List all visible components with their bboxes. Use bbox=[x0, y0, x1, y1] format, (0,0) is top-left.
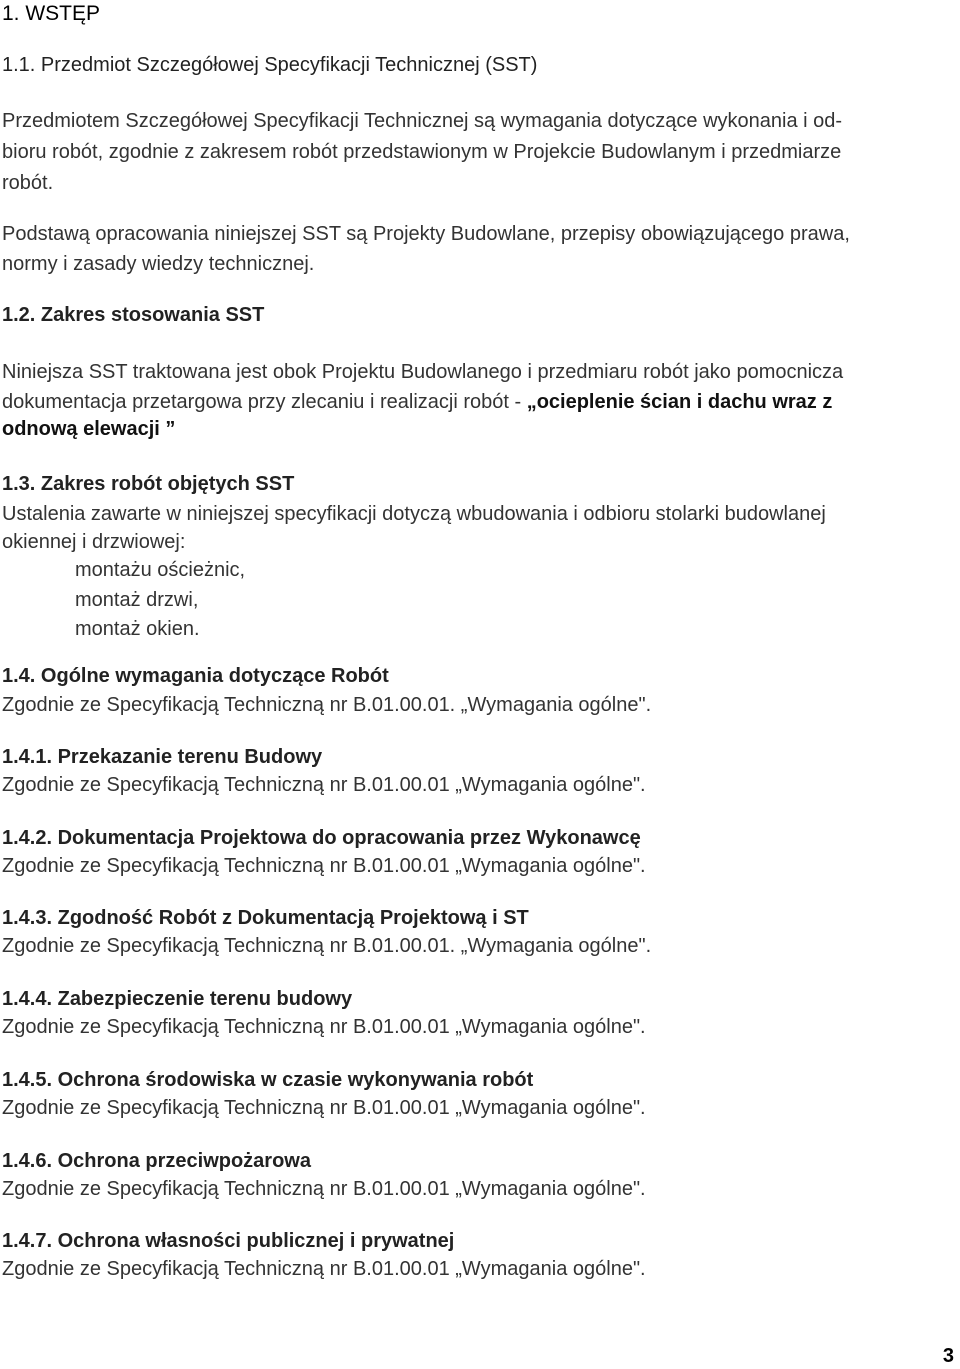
section-1-4-7-text: Zgodnie ze Specyfikacją Techniczną nr B.01.00.01 „Wymagania ogólne". bbox=[2, 1258, 646, 1280]
s1-3-line1: Ustalenia zawarte w niniejszej specyfikacji dotyczą wbudowania i odbioru stolarki budowlanej bbox=[2, 503, 826, 525]
section-1-4-3-title: 1.4.3. Zgodność Robót z Dokumentacją Projektową i ST bbox=[2, 907, 529, 929]
s1-1-p1-line3: robót. bbox=[2, 172, 54, 194]
section-1-4-5-text: Zgodnie ze Specyfikacją Techniczną nr B.01.00.01 „Wymagania ogólne". bbox=[2, 1097, 646, 1119]
s1-2-line3-bold: odnową elewacji ” bbox=[2, 418, 176, 440]
s1-2-line2-normal: dokumentacja przetargowa przy zlecaniu i realizacji robót - bbox=[2, 391, 527, 413]
section-1-3-title: 1.3. Zakres robót objętych SST bbox=[2, 473, 295, 495]
s1-2-line2 bbox=[2, 390, 832, 414]
heading-wstep: 1. WSTĘP bbox=[2, 2, 101, 25]
s1-1-p1-line2: bioru robót, zgodnie z zakresem robót przedstawionym w Projekcie Budowlanym i przedmiarze bbox=[2, 141, 842, 163]
page-number: 3 bbox=[942, 1345, 954, 1367]
s1-1-p2-line2: normy i zasady wiedzy technicznej. bbox=[2, 253, 315, 275]
section-1-4-6-text: Zgodnie ze Specyfikacją Techniczną nr B.01.00.01 „Wymagania ogólne". bbox=[2, 1178, 646, 1200]
s1-1-p1-line1: Przedmiotem Szczegółowej Specyfikacji Technicznej są wymagania dotyczące wykonania i od- bbox=[2, 110, 843, 132]
section-1-2-title: 1.2. Zakres stosowania SST bbox=[2, 304, 265, 326]
section-1-4-2-title: 1.4.2. Dokumentacja Projektowa do opracowania przez Wykonawcę bbox=[2, 827, 641, 849]
section-1-4-2-text: Zgodnie ze Specyfikacją Techniczną nr B.01.00.01 „Wymagania ogólne". bbox=[2, 855, 646, 877]
section-1-4-4-title: 1.4.4. Zabezpieczenie terenu budowy bbox=[2, 988, 353, 1010]
s1-2-line1: Niniejsza SST traktowana jest obok Projektu Budowlanego i przedmiaru robót jako pomocnicza bbox=[2, 361, 844, 383]
s1-3-line2: okiennej i drzwiowej: bbox=[2, 531, 186, 553]
section-1-4-title: 1.4. Ogólne wymagania dotyczące Robót bbox=[2, 665, 389, 687]
section-1-4-1-text: Zgodnie ze Specyfikacją Techniczną nr B.01.00.01 „Wymagania ogólne". bbox=[2, 774, 646, 796]
section-1-4-6-title: 1.4.6. Ochrona przeciwpożarowa bbox=[2, 1150, 311, 1172]
section-1-4-5-title: 1.4.5. Ochrona środowiska w czasie wykonywania robót bbox=[2, 1069, 534, 1091]
s1-1-p2-line1: Podstawą opracowania niniejszej SST są Projekty Budowlane, przepisy obowiązującego prawa, bbox=[2, 223, 850, 245]
section-1-4-7-title: 1.4.7. Ochrona własności publicznej i prywatnej bbox=[2, 1230, 455, 1252]
section-1-1-title: 1.1. Przedmiot Szczegółowej Specyfikacji Technicznej (SST) bbox=[2, 54, 538, 76]
section-1-4-3-text: Zgodnie ze Specyfikacją Techniczną nr B.01.00.01. „Wymagania ogólne". bbox=[2, 935, 652, 957]
s1-2-line2-bold: „ocieplenie ścian i dachu wraz z bbox=[526, 391, 833, 413]
section-1-4-4-text: Zgodnie ze Specyfikacją Techniczną nr B.01.00.01 „Wymagania ogólne". bbox=[2, 1016, 646, 1038]
section-1-4-1-title: 1.4.1. Przekazanie terenu Budowy bbox=[2, 746, 323, 768]
s1-3-item-1: montażu ościeżnic, bbox=[75, 559, 246, 581]
s1-4-text: Zgodnie ze Specyfikacją Techniczną nr B.01.00.01. „Wymagania ogólne". bbox=[2, 694, 652, 716]
s1-3-item-3: montaż okien. bbox=[75, 618, 200, 640]
s1-3-item-2: montaż drzwi, bbox=[75, 589, 199, 611]
